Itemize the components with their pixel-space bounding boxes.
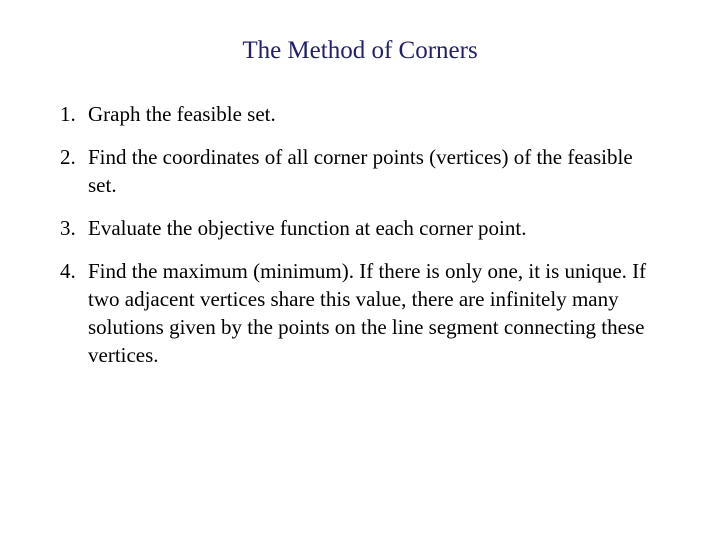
step-text: Find the coordinates of all corner points (vertices) of the feasible set. xyxy=(88,145,633,197)
step-1 xyxy=(60,100,660,128)
step-4 xyxy=(60,257,660,369)
step-2 xyxy=(60,143,660,199)
step-number: 1. xyxy=(60,102,76,126)
step-text: Evaluate the objective function at each corner point. xyxy=(88,216,527,240)
step-number: 4. xyxy=(60,259,76,283)
step-text: Find the maximum (minimum). If there is only one, it is unique. If two adjacent vertices share this value, there are infinitely many solutions given by the points on the line segment connecting these vertices. xyxy=(88,259,647,367)
step-number: 2. xyxy=(60,145,76,169)
step-text: Graph the feasible set. xyxy=(88,102,276,126)
step-number: 3. xyxy=(60,216,76,240)
step-3 xyxy=(60,214,660,242)
method-steps-list xyxy=(60,100,660,384)
slide-title: The Method of Corners xyxy=(242,37,478,64)
